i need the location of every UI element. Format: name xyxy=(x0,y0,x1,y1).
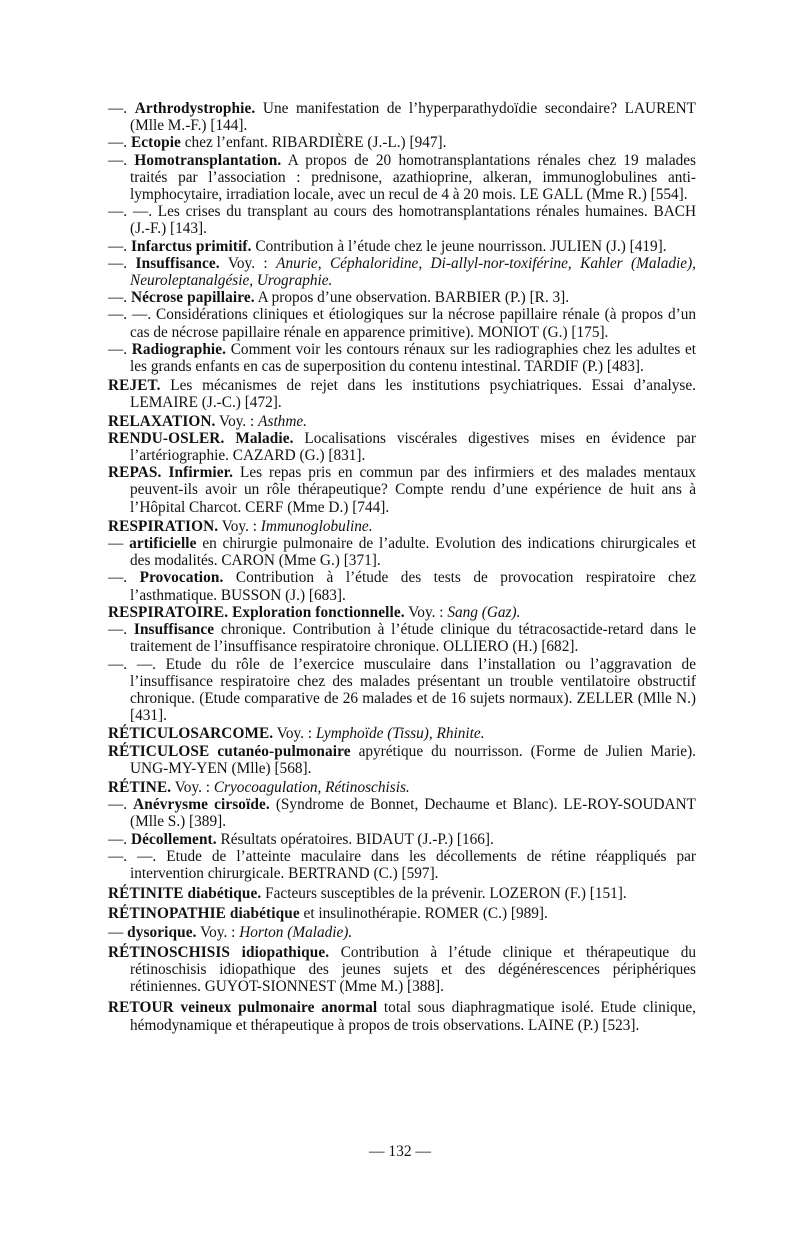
entry-heading: RÉTINOPATHIE diabétique xyxy=(108,905,300,923)
entry-heading: Provocation. xyxy=(139,569,224,587)
entry-text: chronique. Contribution à l’étude clinique du tétracosactide-retard dans le traitement de l’insuffisance respiratoire chronique. OLLIERO (H.) [682]. xyxy=(130,621,696,656)
entry-text: —. —. Etude du rôle de l’exercice musculaire dans l’installation ou l’aggravation de l’insuffisance respiratoire chez des malades présentant un trouble ventilatoire obstructif chronique. (Etude comparative de 26 malades et de 16 sujets normaux). ZELLER (Mlle N.) [431]. xyxy=(108,655,696,725)
entry-text: Les mécanismes de rejet dans les institutions psychiatriques. Essai d’analyse. LEMAIRE (J.-C.) [472]. xyxy=(130,377,696,412)
entry-heading: RÉTICULOSE cutanéo-pulmonaire xyxy=(108,742,351,760)
entry-text: — xyxy=(108,535,130,553)
entry-heading: RÉTINOSCHISIS idiopathique. xyxy=(108,943,330,961)
index-entry xyxy=(108,203,696,237)
entry-heading: artificielle xyxy=(129,535,197,553)
entry-heading: RELAXATION. xyxy=(108,412,216,430)
entry-heading: Arthrodystrophie. xyxy=(134,100,256,117)
index-entry xyxy=(108,518,696,535)
entry-heading: RESPIRATION. xyxy=(108,517,219,535)
entry-heading: RÉTICULOSARCOME. xyxy=(108,725,274,743)
index-entry xyxy=(108,430,696,464)
index-entry xyxy=(108,725,696,742)
entry-text: Localisations viscérales digestives mises en évidence par l’artériographie. CAZARD (G.) [831]. xyxy=(130,429,696,465)
entry-heading: Insuffisance. xyxy=(135,254,220,272)
entry-text: Voy. : xyxy=(171,778,214,796)
entry-heading: Nécrose papillaire. xyxy=(130,289,255,307)
entry-text: —. xyxy=(108,151,135,169)
index-entry xyxy=(108,848,696,882)
entry-heading: Décollement. xyxy=(130,830,217,848)
entry-text: Voy. : xyxy=(404,603,448,621)
entry-text: —. —. Les crises du transplant au cours des homotransplantations rénales humaines. BACH (J.-F.) [143]. xyxy=(108,203,696,238)
entry-text: chez l’enfant. RIBARDIÈRE (J.-L.) [947]. xyxy=(180,134,447,152)
index-entry xyxy=(108,604,696,621)
index-entry xyxy=(108,341,696,375)
entry-crossref: Sang (Gaz). xyxy=(447,603,521,621)
entry-text: A propos de 20 homotransplantations rénales chez 19 malades traités par l’association : prednisone, azathioprine, alkeran, immunoglobulines anti-lymphocytaire, irradiation locale, avec un recul de 4 à 20 mois. LE GALL (Mme R.) [554]. xyxy=(130,151,696,204)
index-entry xyxy=(108,100,696,134)
index-entry xyxy=(108,999,696,1033)
page-number: — 132 — xyxy=(369,1143,431,1160)
entry-text: A propos d’une observation. BARBIER (P.) [R. 3]. xyxy=(254,289,570,307)
index-entry xyxy=(108,464,696,516)
entry-text: Voy. : xyxy=(196,923,240,941)
entry-crossref: Lymphoïde (Tissu), Rhinite. xyxy=(315,725,485,743)
entry-text: Voy. : xyxy=(215,412,259,430)
index-entry xyxy=(108,831,696,848)
entry-text: —. xyxy=(108,621,134,639)
entry-text: —. xyxy=(108,796,134,814)
entry-text: —. —. Considérations cliniques et étiologiques sur la nécrose papillaire rénale (à propos d’un cas de nécrose papillaire rénale en apparence primitive). MONIOT (G.) [175]. xyxy=(108,306,696,341)
entry-text: —. xyxy=(108,237,131,255)
entry-text: Voy. : xyxy=(273,725,316,743)
entry-text: Voy. : xyxy=(219,254,277,272)
entry-text: apyrétique du nourrisson. (Forme de Julien Marie). UNG-MY-YEN (Mlle) [568]. xyxy=(130,742,696,777)
index-entry xyxy=(108,289,696,306)
entry-heading: Homotransplantation. xyxy=(134,151,282,169)
entry-heading: Insuffisance xyxy=(133,621,215,639)
entry-heading: RÉTINE. xyxy=(108,778,172,796)
entry-heading: REPAS. Infirmier. xyxy=(108,464,234,482)
entry-text: — xyxy=(108,923,128,941)
index-entry xyxy=(108,377,696,411)
entry-text: Les repas pris en commun par des infirmiers et des malades mentaux peuvent-ils avoir un rôle thérapeutique? Compte rendu d’une expérience de huit ans à l’Hôpital Charcot. CERF (Mme D.) [744]. xyxy=(130,464,696,516)
index-entry xyxy=(108,152,696,204)
entry-heading: dysorique. xyxy=(127,923,197,941)
entry-text: —. xyxy=(108,100,135,117)
entry-text: —. xyxy=(108,569,140,587)
entry-heading: RÉTINITE diabétique. xyxy=(108,885,262,903)
index-entry xyxy=(108,134,696,151)
index-entry xyxy=(108,743,696,777)
entry-crossref: Immunoglobuline. xyxy=(260,517,373,535)
entry-crossref: Asthme. xyxy=(258,412,307,430)
index-entry xyxy=(108,944,696,996)
index-page xyxy=(108,100,696,1034)
entry-heading: Anévrysme cirsoïde. xyxy=(133,796,270,814)
index-entry xyxy=(108,885,696,902)
index-entry xyxy=(108,779,696,796)
entry-text: total sous diaphragmatique isolé. Etude clinique, hémodynamique et thérapeutique à propos de trois observations. LAINE (P.) [523]. xyxy=(130,999,696,1034)
index-entry xyxy=(108,569,696,603)
index-entry xyxy=(108,924,696,941)
entry-heading: Ectopie xyxy=(130,134,181,152)
entry-text: Contribution à l’étude clinique et thérapeutique du rétinoschisis idiopathique des jeunes sujets et des dégénérescences périphériques rétiniennes. GUYOT-SIONNEST (Mme M.) [388]. xyxy=(130,943,696,996)
entry-text: Résultats opératoires. BIDAUT (J.-P.) [166]. xyxy=(216,830,494,848)
entry-text: —. xyxy=(108,254,136,272)
index-entry xyxy=(108,535,696,569)
entry-text: Une manifestation de l’hyperparathydoïdie secondaire? LAURENT (Mlle M.-F.) [144]. xyxy=(130,100,697,135)
entry-text: —. —. Etude de l’atteinte maculaire dans les décollements de rétine réappliqués par intervention chirurgicale. BERTRAND (C.) [597]. xyxy=(108,847,696,882)
index-entry xyxy=(108,656,696,725)
entry-text: Voy. : xyxy=(218,517,261,535)
entry-text: en chirurgie pulmonaire de l’adulte. Evolution des indications chirurgicales et des modalités. CARON (Mme G.) [371]. xyxy=(130,535,697,570)
entry-text: —. xyxy=(108,340,132,358)
entry-heading: RENDU-OSLER. Maladie. xyxy=(108,429,294,447)
entry-crossref: Anurie, Céphaloridine, Di-allyl-nor-toxiférine, Kahler (Maladie), Neuroleptanalgésie, Urographie. xyxy=(130,254,696,290)
index-entry xyxy=(108,238,696,255)
entry-crossref: Cryocoagulation, Rétinoschisis. xyxy=(213,778,410,796)
entry-heading: RETOUR veineux pulmonaire anormal xyxy=(108,999,378,1017)
entry-heading: Infarctus primitif. xyxy=(130,237,252,255)
index-entry xyxy=(108,796,696,830)
entry-text: (Syndrome de Bonnet, Dechaume et Blanc). LE-ROY-SOUDANT (Mlle S.) [389]. xyxy=(130,796,696,831)
entry-text: et insulinothérapie. ROMER (C.) [989]. xyxy=(299,905,548,923)
index-entry xyxy=(108,255,696,289)
index-entry xyxy=(108,621,696,655)
entry-text: —. xyxy=(108,289,131,307)
entry-text: Contribution à l’étude chez le jeune nourrisson. JULIEN (J.) [419]. xyxy=(251,237,667,255)
entry-text: Comment voir les contours rénaux sur les radiographies chez les adultes et les grands enfants en cas de superposition du contenu intestinal. TARDIF (P.) [483]. xyxy=(130,340,696,376)
entry-text: Contribution à l’étude des tests de provocation respiratoire chez l’asthmatique. BUSSON (J.) [683]. xyxy=(130,569,697,604)
entry-heading: RESPIRATOIRE. Exploration fonctionnelle. xyxy=(108,603,405,621)
entry-heading: Radiographie. xyxy=(131,340,227,358)
entry-heading: REJET. xyxy=(108,377,161,395)
index-entry xyxy=(108,306,696,340)
entry-crossref: Horton (Maladie). xyxy=(239,923,353,941)
entry-text: —. xyxy=(108,134,131,152)
entry-text: Facteurs susceptibles de la prévenir. LOZERON (F.) [151]. xyxy=(261,885,627,903)
index-entry xyxy=(108,413,696,430)
index-entry xyxy=(108,905,696,922)
entry-text: —. xyxy=(108,830,131,848)
